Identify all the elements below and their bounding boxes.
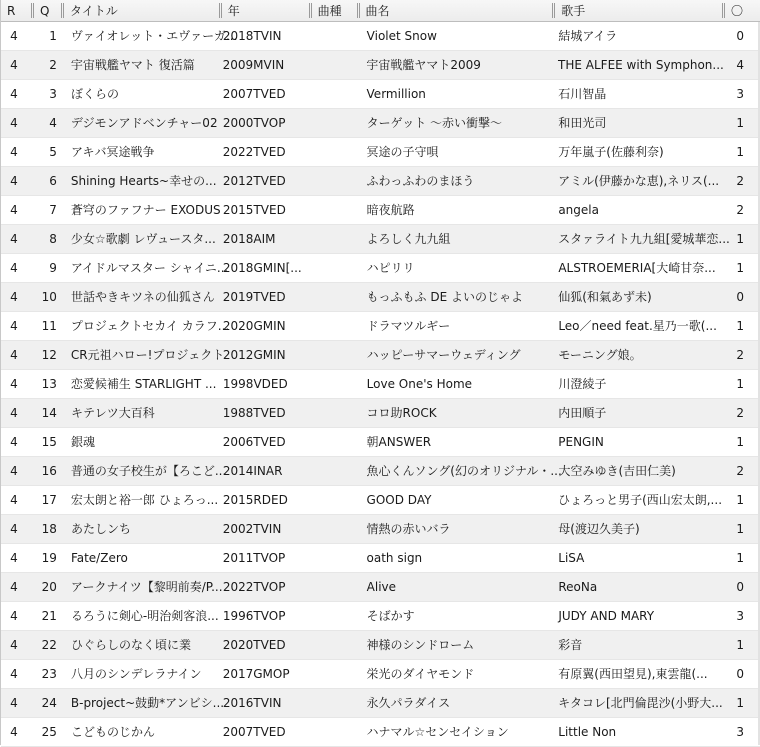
cell-title: 普通の女子校生が【ろこど...: [70, 464, 227, 478]
cell-q: 10: [41, 290, 57, 304]
cell-r: 4: [10, 232, 18, 246]
cell-genre: [309, 312, 357, 341]
cell-genre: [309, 718, 357, 747]
cell-genre: [309, 138, 357, 167]
cell-year: 2009MVIN: [222, 58, 285, 72]
cell-circle: 4: [736, 58, 744, 72]
cell-title: ひぐらしのなく頃に業: [70, 638, 191, 652]
cell-title: キテレツ大百科: [70, 406, 155, 420]
cell-circle: 2: [736, 174, 745, 188]
cell-genre: [309, 602, 357, 631]
cell-song: 永久パラダイス: [366, 696, 451, 710]
cell-year: 2020GMIN: [222, 319, 286, 333]
cell-title: 八月のシンデレラナイン: [70, 667, 202, 681]
table-row[interactable]: [1, 196, 760, 225]
cell-title: デジモンアドベンチャー02: [70, 116, 218, 130]
cell-title: 銀魂: [70, 435, 95, 449]
cell-circle: 1: [736, 551, 744, 565]
cell-q: 8: [49, 232, 57, 246]
table-row[interactable]: [1, 689, 760, 718]
table-row[interactable]: [1, 283, 760, 312]
cell-title: ヴァイオレット・エヴァーガ...: [70, 29, 238, 43]
cell-r: 4: [10, 290, 18, 304]
cell-r: 4: [10, 435, 18, 449]
table-row[interactable]: [1, 138, 760, 167]
cell-circle: 1: [736, 319, 744, 333]
cell-song: ドラマツルギー: [366, 319, 451, 333]
cell-song: そばかす: [366, 609, 415, 623]
column-header-artist[interactable]: 歌手: [552, 0, 722, 22]
cell-song: 冥途の子守唄: [366, 145, 439, 159]
cell-year: 2019TVED: [222, 290, 286, 304]
table-row[interactable]: [1, 225, 760, 254]
cell-r: 4: [10, 261, 18, 275]
cell-genre: [309, 660, 357, 689]
cell-genre: [309, 22, 357, 51]
cell-song: よろしく九九組: [366, 232, 451, 246]
cell-song: 宇宙戦艦ヤマト2009: [366, 58, 481, 72]
cell-genre: [309, 457, 357, 486]
cell-year: 1988TVED: [222, 406, 286, 420]
grid-header: [1, 0, 760, 22]
cell-title: ぼくらの: [70, 87, 119, 101]
cell-q: 24: [41, 696, 57, 710]
cell-circle: 0: [736, 580, 744, 594]
cell-r: 4: [10, 725, 18, 739]
column-header-song[interactable]: 曲名: [357, 0, 553, 22]
cell-circle: 1: [736, 435, 744, 449]
cell-r: 4: [10, 348, 18, 362]
cell-circle: 1: [736, 638, 744, 652]
table-row[interactable]: [1, 660, 760, 689]
table-row[interactable]: [1, 109, 760, 138]
cell-title: 宇宙戦艦ヤマト 復活篇: [70, 58, 195, 72]
cell-r: 4: [10, 551, 18, 565]
cell-artist: アミル(伊藤かな恵),ネリス(...: [558, 174, 720, 188]
cell-q: 4: [49, 116, 57, 130]
cell-year: 2022TVED: [222, 145, 286, 159]
table-row[interactable]: [1, 312, 760, 341]
cell-r: 4: [10, 116, 18, 130]
cell-artist: スタァライト九九組[愛城華恋...: [558, 232, 730, 246]
cell-q: 15: [41, 435, 57, 449]
cell-artist: Leo／need feat.星乃一歌(...: [558, 319, 717, 333]
cell-genre: [309, 254, 357, 283]
cell-circle: 1: [736, 232, 745, 246]
cell-artist: ALSTROEMERIA[大崎甘奈...: [558, 261, 716, 275]
cell-song: ハッピーサマーウェディング: [366, 348, 521, 362]
cell-r: 4: [10, 203, 18, 217]
cell-year: 1996TVOP: [222, 609, 286, 623]
cell-q: 9: [49, 261, 57, 275]
cell-song: もっふもふ DE よいのじゃよ: [366, 290, 523, 304]
cell-artist: 彩音: [558, 638, 583, 652]
cell-q: 19: [41, 551, 57, 565]
cell-q: 13: [41, 377, 57, 391]
cell-circle: 1: [736, 261, 744, 275]
cell-song: Love One's Home: [366, 377, 473, 391]
cell-circle: 0: [736, 29, 744, 43]
table-row[interactable]: [1, 254, 760, 283]
cell-year: 2015TVED: [222, 203, 286, 217]
cell-year: 1998VDED: [222, 377, 288, 391]
cell-artist: THE ALFEE with Symphon...: [558, 58, 724, 72]
cell-q: 23: [41, 667, 57, 681]
cell-year: 2017GMOP: [222, 667, 290, 681]
cell-artist: 有原翼(西田望見),東雲龍(...: [558, 667, 708, 681]
cell-artist: PENGIN: [558, 435, 604, 449]
cell-circle: 1: [736, 493, 745, 507]
cell-artist: 石川智晶: [558, 87, 607, 101]
cell-song: 朝ANSWER: [366, 435, 432, 449]
cell-song: GOOD DAY: [366, 493, 432, 507]
cell-q: 20: [41, 580, 57, 594]
cell-year: 2012GMIN: [222, 348, 286, 362]
cell-genre: [308, 51, 356, 80]
cell-genre: [309, 167, 357, 196]
cell-r: 4: [10, 145, 18, 159]
column-header-title[interactable]: タイトル: [61, 0, 219, 22]
cell-year: 2006TVED: [222, 435, 286, 449]
cell-q: 21: [41, 609, 57, 623]
cell-circle: 1: [736, 377, 744, 391]
table-row[interactable]: [1, 515, 760, 544]
cell-q: 5: [49, 145, 57, 159]
cell-q: 7: [49, 203, 57, 217]
cell-genre: [309, 370, 357, 399]
cell-r: 4: [10, 522, 18, 536]
cell-artist: 母(渡辺久美子): [558, 522, 640, 536]
cell-circle: 3: [736, 609, 744, 623]
cell-title: 宏太朗と裕一郎 ひょろっ...: [70, 493, 219, 507]
column-header-r[interactable]: R: [7, 4, 16, 18]
cell-r: 4: [10, 377, 18, 391]
cell-year: 2014INAR: [222, 464, 283, 478]
cell-title: アキバ冥途戦争: [70, 145, 155, 159]
cell-r: 4: [10, 580, 18, 594]
table-row[interactable]: [1, 631, 760, 660]
cell-q: 2: [49, 58, 57, 72]
cell-q: 14: [41, 406, 57, 420]
table-row[interactable]: [1, 718, 760, 747]
cell-artist: 万年嵐子(佐藤利奈): [558, 145, 664, 159]
cell-year: 2022TVOP: [222, 580, 286, 594]
cell-genre: [309, 283, 357, 312]
cell-q: 18: [41, 522, 57, 536]
cell-year: 2007TVED: [222, 725, 286, 739]
table-row[interactable]: [1, 573, 760, 602]
cell-title: Shining Hearts~幸せの...: [70, 174, 217, 188]
cell-artist: angela: [558, 203, 599, 217]
cell-title: Fate/Zero: [70, 551, 128, 565]
cell-year: 2016TVIN: [222, 696, 282, 710]
cell-artist: LiSA: [558, 551, 585, 565]
cell-title: るろうに剣心-明治剣客浪...: [70, 609, 219, 623]
cell-title: B-project~鼓動*アンビシ...: [70, 696, 225, 710]
cell-title: アークナイツ【黎明前奏/P...: [70, 580, 223, 594]
cell-r: 4: [10, 667, 18, 681]
cell-r: 4: [10, 58, 18, 72]
cell-year: 2015RDED: [222, 493, 288, 507]
cell-q: 11: [41, 319, 57, 333]
table-row[interactable]: [1, 486, 760, 515]
cell-year: 2020TVED: [222, 638, 286, 652]
cell-year: 2018TVIN: [222, 29, 282, 43]
cell-genre: [309, 631, 357, 660]
cell-artist: 大空みゆき(吉田仁美): [558, 464, 676, 478]
table-row[interactable]: [1, 370, 760, 399]
column-header-circle[interactable]: 〇: [722, 0, 760, 22]
cell-q: 1: [49, 29, 57, 43]
cell-circle: 2: [736, 464, 744, 478]
cell-title: CR元祖ハロー!プロジェクト: [70, 348, 225, 362]
cell-q: 22: [41, 638, 57, 652]
cell-title: 蒼穹のファフナー EXODUS: [70, 203, 221, 217]
cell-q: 6: [49, 174, 57, 188]
cell-title: あたしンち: [70, 522, 131, 536]
cell-r: 4: [10, 696, 18, 710]
cell-song: ふわっふわのまほう: [366, 174, 475, 188]
cell-circle: 1: [736, 116, 744, 130]
table-row[interactable]: [1, 399, 760, 428]
cell-r: 4: [10, 609, 18, 623]
cell-q: 17: [41, 493, 57, 507]
cell-song: Alive: [366, 580, 397, 594]
cell-year: 2000TVOP: [222, 116, 286, 130]
cell-song: ハナマル☆センセイション: [366, 725, 509, 739]
cell-genre: [309, 428, 357, 457]
cell-circle: 3: [736, 725, 744, 739]
column-header-genre[interactable]: 曲種: [309, 0, 357, 22]
cell-circle: 0: [736, 667, 744, 681]
table-row[interactable]: [1, 51, 760, 80]
cell-genre: [309, 573, 357, 602]
table-row[interactable]: [1, 428, 760, 457]
cell-genre: [309, 225, 357, 254]
cell-r: 4: [10, 87, 18, 101]
cell-artist: Little Non: [558, 725, 617, 739]
cell-circle: 1: [736, 145, 744, 159]
cell-genre: [309, 80, 357, 109]
cell-song: コロ助ROCK: [366, 406, 437, 420]
cell-song: ターゲット 〜赤い衝撃〜: [366, 116, 503, 130]
cell-title: 世話やきキツネの仙狐さん: [70, 290, 215, 304]
cell-artist: ReoNa: [558, 580, 598, 594]
grid-body: [1, 22, 760, 747]
cell-q: 3: [49, 87, 57, 101]
cell-song: 栄光のダイヤモンド: [366, 667, 475, 681]
table-row[interactable]: [1, 544, 760, 573]
cell-artist: キタコレ[北門倫毘沙(小野大...: [558, 696, 723, 710]
cell-year: 2002TVIN: [222, 522, 282, 536]
cell-song: ハピリリ: [366, 261, 415, 275]
cell-song: Violet Snow: [366, 29, 437, 43]
cell-artist: 仙狐(和氣あず未): [558, 290, 652, 304]
cell-song: 情熱の赤いバラ: [366, 522, 451, 536]
cell-q: 25: [41, 725, 57, 739]
cell-circle: 2: [736, 348, 744, 362]
cell-r: 4: [10, 638, 18, 652]
cell-r: 4: [10, 493, 18, 507]
cell-q: 16: [41, 464, 57, 478]
cell-circle: 1: [736, 696, 745, 710]
cell-title: プロジェクトセカイ カラフ...: [70, 319, 230, 333]
cell-r: 4: [10, 406, 18, 420]
cell-artist: 和田光司: [558, 116, 607, 130]
cell-genre: [309, 544, 357, 573]
cell-artist: ひょろっと男子(西山宏太朗,...: [558, 493, 723, 507]
cell-genre: [309, 515, 357, 544]
table-row[interactable]: [1, 167, 760, 196]
cell-artist: 結城アイラ: [558, 29, 618, 43]
cell-year: 2018AIM: [222, 232, 276, 246]
cell-genre: [309, 689, 357, 718]
cell-title: アイドルマスター シャイニ...: [70, 261, 229, 275]
cell-song: 暗夜航路: [366, 203, 415, 217]
cell-song: oath sign: [366, 551, 423, 565]
cell-song: 魚心くんソング(幻のオリジナル・...: [366, 464, 562, 478]
cell-artist: JUDY AND MARY: [558, 609, 655, 623]
table-row[interactable]: [1, 457, 760, 486]
cell-q: 12: [41, 348, 57, 362]
cell-circle: 0: [736, 290, 744, 304]
cell-circle: 1: [736, 522, 744, 536]
cell-genre: [309, 341, 357, 370]
cell-r: 4: [10, 29, 18, 43]
cell-title: 少女☆歌劇 レヴュースタ...: [70, 232, 216, 246]
cell-genre: [309, 399, 357, 428]
table-row[interactable]: [1, 602, 760, 631]
column-header-year[interactable]: 年: [219, 0, 309, 22]
cell-year: 2012TVED: [222, 174, 286, 188]
cell-year: 2007TVED: [222, 87, 286, 101]
cell-artist: モーニング娘。: [558, 348, 642, 362]
cell-circle: 2: [736, 406, 744, 420]
cell-genre: [309, 196, 357, 225]
cell-circle: 3: [736, 87, 744, 101]
cell-song: 神様のシンドローム: [366, 638, 475, 652]
table-row[interactable]: [1, 341, 760, 370]
cell-year: 2011TVOP: [222, 551, 286, 565]
cell-artist: 内田順子: [558, 406, 607, 420]
cell-r: 4: [10, 174, 18, 188]
cell-r: 4: [10, 319, 18, 333]
cell-song: Vermillion: [366, 87, 426, 101]
cell-title: 恋愛候補生 STARLIGHT ...: [70, 377, 217, 391]
cell-genre: [309, 109, 357, 138]
cell-title: こどものじかん: [70, 725, 155, 739]
column-header-q[interactable]: Q: [31, 0, 61, 22]
table-row[interactable]: [1, 22, 760, 51]
cell-genre: [309, 486, 357, 515]
table-row[interactable]: [1, 80, 760, 109]
cell-year: 2018GMIN[...: [222, 261, 302, 275]
cell-artist: 川澄綾子: [558, 377, 607, 391]
cell-r: 4: [10, 464, 18, 478]
cell-circle: 2: [736, 203, 744, 217]
